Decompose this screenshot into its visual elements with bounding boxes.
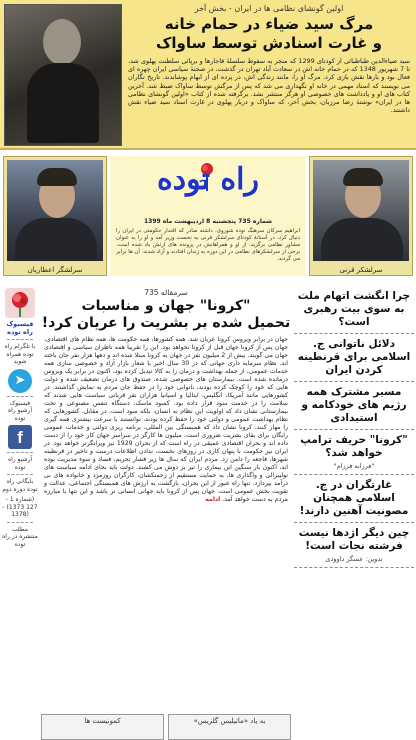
headline-text[interactable]: غارتگران در ج. اسلامی همچنان مصونیت آهنین دارند! [299, 479, 409, 517]
masthead-note: ابراهیم سرکان سرهنگ توده شوروی، داشته صادر که اقتدار حکومتی در ایران را دنبال کرد، در آستانهٔ کودتای سرلشکر قرنی به نخست وزیر آمد و او را به عنوان مشاور نظامی برگزید. از او و همراهانش در پرونده های ارتش یاد شده است. برخی از سرلشکرهای نظامی در این دوره به زندان افتادند و آزاد شدند. آن ها برابر می گردند. [116, 228, 300, 262]
headline-author: تدوین: عسگر داوودی [325, 555, 383, 563]
top-story-text [128, 4, 410, 148]
top-story-photo [4, 4, 122, 146]
headline-item[interactable] [294, 475, 414, 523]
top-story-body: سید ضیاءالدین طباطبائی از کودتای 1299 که منجر به سقوط سلسلهٔ قاجارها و برپائی سلطنت پهلوی شد، تا 7 شهریور 1348 که در حمام خانه اش در سعادت آباد تهران در گذشت، در صحنهٔ سیاسی ایران چهره ای فعال بود و بارها نقش بازی کرد. مرگ او را، مانند زندگی اش، در پرده ای از ابهام پوشاندند. تاریخ نگاران می نویسند که اسناد مهمی در خانه او نگهداری می شد که پس از مرگش توسط ساواک ضبط شد. آخرین کتاب های او و یادداشت های خصوصی او هرگز منتشر نشد. برگرفته شده از کتاب «اولین گونشای نظامی ها در ایران» نوشتهٔ رضا مرزبان، بخش آخر، که ساواک و دربار پهلوی در غارت اسناد سید ضیاء نقش داشتند. [128, 57, 410, 115]
top-story-kicker: اولین گونشای نظامی ها در ایران - بخش آخر [194, 4, 344, 13]
headline-item[interactable] [294, 430, 414, 475]
facebook-page-link[interactable]: فیسبوک راه توده [6, 320, 34, 336]
headline-author: "فرزانه فرزام" [333, 462, 375, 470]
article-headline-line1[interactable]: "کرونا" جهان و مناسبات [81, 298, 251, 314]
top-story-banner[interactable] [0, 0, 416, 150]
article-body [41, 336, 291, 504]
masthead[interactable] [110, 156, 306, 276]
telegram-label: با تلگرام راه توده همراه شوید [4, 343, 36, 365]
portrait-left-photo [7, 160, 103, 261]
headline-item[interactable] [294, 286, 414, 334]
headline-text[interactable]: چرا انگشت اتهام ملت به سوی بیت رهبری است؟ [297, 290, 411, 328]
telegram-icon[interactable]: ➤ [8, 369, 32, 393]
headlines-column [294, 286, 414, 740]
headline-text[interactable]: "کرونا" حریف ترامپ خواهد شد؟ [300, 434, 408, 459]
top-story-title[interactable] [128, 15, 410, 53]
editorial-article [41, 286, 291, 740]
top-story-title-line2[interactable]: و غارت اسنادش توسط ساواک [156, 34, 382, 52]
headline-text[interactable]: مسیر مشترک همه رژیم های خودکامه و استبدادی [301, 386, 407, 424]
archive-link[interactable]: آرشیو راه توده [7, 456, 33, 471]
headline-item[interactable] [294, 334, 414, 382]
portrait-right [309, 156, 413, 276]
archive-period-link[interactable]: بایگانی راه توده دوره دوم [2, 478, 38, 493]
article-headline-line2[interactable]: تحمیل شده بر بشریت را عریان کرد! [41, 315, 291, 331]
portrait-right-photo [313, 160, 409, 261]
bottom-teaser[interactable]: کمونیست ها [41, 714, 164, 740]
portrait-left-caption: سرلشگر اعطاریان [27, 266, 83, 274]
facebook-archive-label: فیسبوک آرشیو راه توده [7, 399, 33, 422]
article-kicker: سرمقاله 735 [144, 288, 188, 297]
portrait-right-caption: سرلشکر قرنی [339, 266, 383, 274]
headline-text[interactable]: دلائل ناتوانی ج. اسلامی برای قرنطینه کردن ایران [297, 338, 411, 376]
article-body-text: جهان در برابر ویروس کرونا عریان شد. همه کشورها، همه حکومت ها، همه نظام های اقتصادی، جهان پس از کرونا جهان قبل از کرونا نخواهد بود. این را تقریبا همه ناظران سیاسی و اقتصادی جهان می گویند. بیش از 2 میلیون نفر در جهان به کرونا مبتلا شده اند و دهها هزار نفر جان باخته اند. نظام سرمایه داری جهانی که در 30 سال اخیر با شعار بازار آزاد و خصوصی سازی همه خدمات عمومی، از جمله بهداشت و درمان را به کالا تبدیل کرده بود، اکنون در برابر یک ویروس درمانده شده است. بیمارستان های خصوصی شده، صندوق های درمان تضعیف شده و دولت هایی که خود را کوچک کرده بودند، ناتوانی خود را در حفظ جان مردم به نمایش گذاشتند. در کشورهایی مانند آمریکا، انگلیس، ایتالیا و اسپانیا هزاران نفر قربانی سیاست هایی شدند که سلامت را در خدمت سود قرار داده بود. کمبود ماسک، دستگاه تنفس مصنوعی و تخت بیمارستانی نشان داد که اولویت این نظام نه انسان، بلکه سود است. در مقابل، کشورهایی که نظام بهداشت عمومی و دولتی خود را حفظ کرده بودند، توانستند با سرعت بیشتری همه گیری را مهار کنند. کرونا نشان داد که همبستگی بین المللی، برنامه ریزی دولتی و خدمات عمومی رایگان برای بقای بشریت ضروری است. میلیون ها کارگر در سراسر جهان کار خود را از دست داده اند و بحران اقتصادی عمیقی در راه است که از بحران 1929 نیز ویرانگرتر خواهد بود. در ایران نیز حکومت با پنهان کاری در روزهای نخست، ندادن اطلاعات درست و تاخیر در قرنطینه شهرها، فاجعه را دامن زد. مردم ایران که سال ها زیر فشار تحریم، فساد و سوء مدیریت بوده اند، اکنون بار سنگین این بیماری را نیز بر دوش می کشند. دولت باید بجای ادامه سیاست های نولیبرالی و واگذاری ها، به حمایت مستقیم از زحمتکشان، کارگران روزمزد و خانواده های بی درآمد بپردازد. تنها راه عبور از این بحران، بازگشت به ارزش های همبستگی اجتماعی، عدالت و تقویت بخش عمومی است. جهان پس از کرونا باید جهانی انسانی تر باشد و این تنها با مبارزه مردم به دست خواهد آمد. [44, 336, 288, 503]
issue-number: شماره 735 پنجشنبه 8 اردیبهشت ماه 1399 [143, 218, 273, 225]
archive-years: (شماره 1 - 127 1373) - (1378 [2, 496, 38, 518]
portrait-strip [0, 152, 416, 280]
rose-icon[interactable] [5, 288, 35, 318]
read-more-link[interactable]: ادامه [205, 496, 221, 503]
article-headline[interactable] [41, 298, 291, 332]
left-sidebar [2, 286, 38, 740]
headline-item[interactable] [294, 523, 414, 568]
request-label[interactable]: مطلب منتشره در راه توده [2, 525, 38, 548]
masthead-logo[interactable]: راه توده [157, 162, 259, 197]
facebook-icon[interactable]: f [8, 425, 32, 449]
top-story-title-line1[interactable]: مرگ سید ضیاء در حمام خانه [164, 15, 374, 33]
portrait-left [3, 156, 107, 276]
lower-section [0, 286, 416, 740]
headline-item[interactable] [294, 382, 414, 430]
headline-text[interactable]: چین دیگر اژدها نیست فرشته نجات است! [298, 527, 410, 552]
bottom-teaser[interactable]: به یاد «ماتیلیس گلزیس» [168, 714, 291, 740]
bottom-teasers [41, 714, 291, 740]
